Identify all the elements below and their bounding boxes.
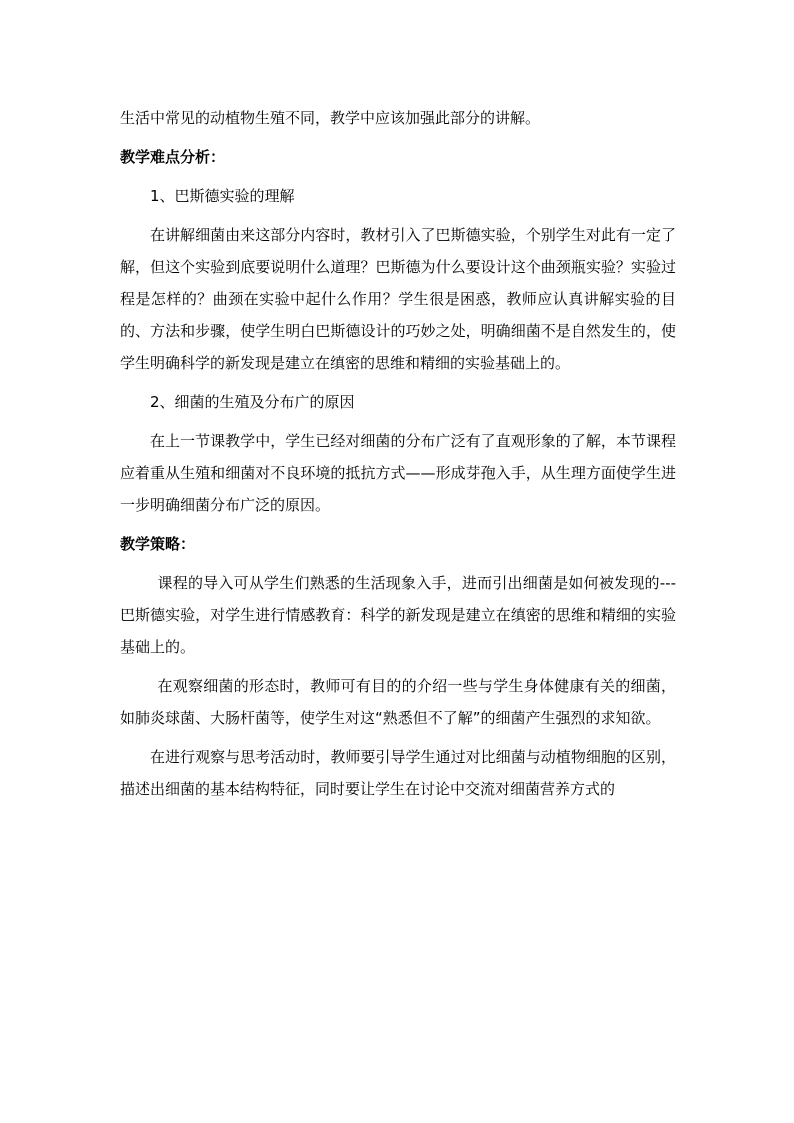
paragraph-bacteria-morphology: 在观察细菌的形态时，教师可有目的的介绍一些与学生身体健康有关的细菌，如肺炎球菌、大肠杆菌等，使学生对这“熟悉但不了解”的细菌产生强烈的求知欲。 bbox=[120, 677, 676, 727]
list-item-bacteria-reproduction: 2、细菌的生殖及分布广的原因 bbox=[150, 393, 355, 411]
heading-difficulty-analysis: 教学难点分析： bbox=[120, 148, 226, 166]
paragraph-bacteria-distribution: 在上一节课教学中，学生已经对细菌的分布广泛有了直观形象的了解，本节课程应着重从生殖和细菌对不良环境的抵抗方式——形成芽孢入手，从生理方面使学生进一步明确细菌分布广泛的原因。 bbox=[120, 432, 676, 514]
paragraph-continuation: 生活中常见的动植物生殖不同，教学中应该加强此部分的讲解。 bbox=[120, 109, 541, 127]
list-item-pasteur-experiment: 1、巴斯德实验的理解 bbox=[150, 187, 295, 205]
heading-teaching-strategy: 教学策略： bbox=[120, 535, 196, 553]
document-body bbox=[120, 102, 676, 805]
paragraph-observation-activity: 在进行观察与思考活动时，教师要引导学生通过对比细菌与动植物细胞的区别，描述出细菌的基本结构特征，同时要让学生在讨论中交流对细菌营养方式的 bbox=[120, 748, 676, 798]
paragraph-pasteur-explanation: 在讲解细菌由来这部分内容时，教材引入了巴斯德实验，个别学生对此有一定了解，但这个实验到底要说明什么道理？巴斯德为什么要设计这个曲颈瓶实验？实验过程是怎样的？曲颈在实验中起什么作用？学生很是困惑，教师应认真讲解实验的目的、方法和步骤，使学生明白巴斯德设计的巧妙之处，明确细菌不是自然发生的，使学生明确科学的新发现是建立在缜密的思维和精细的实验基础上的。 bbox=[120, 226, 676, 372]
paragraph-lesson-introduction: 课程的导入可从学生们熟悉的生活现象入手，进而引出细菌是如何被发现的---巴斯德实验，对学生进行情感教育：科学的新发现是建立在缜密的思维和精细的实验基础上的。 bbox=[120, 574, 676, 656]
